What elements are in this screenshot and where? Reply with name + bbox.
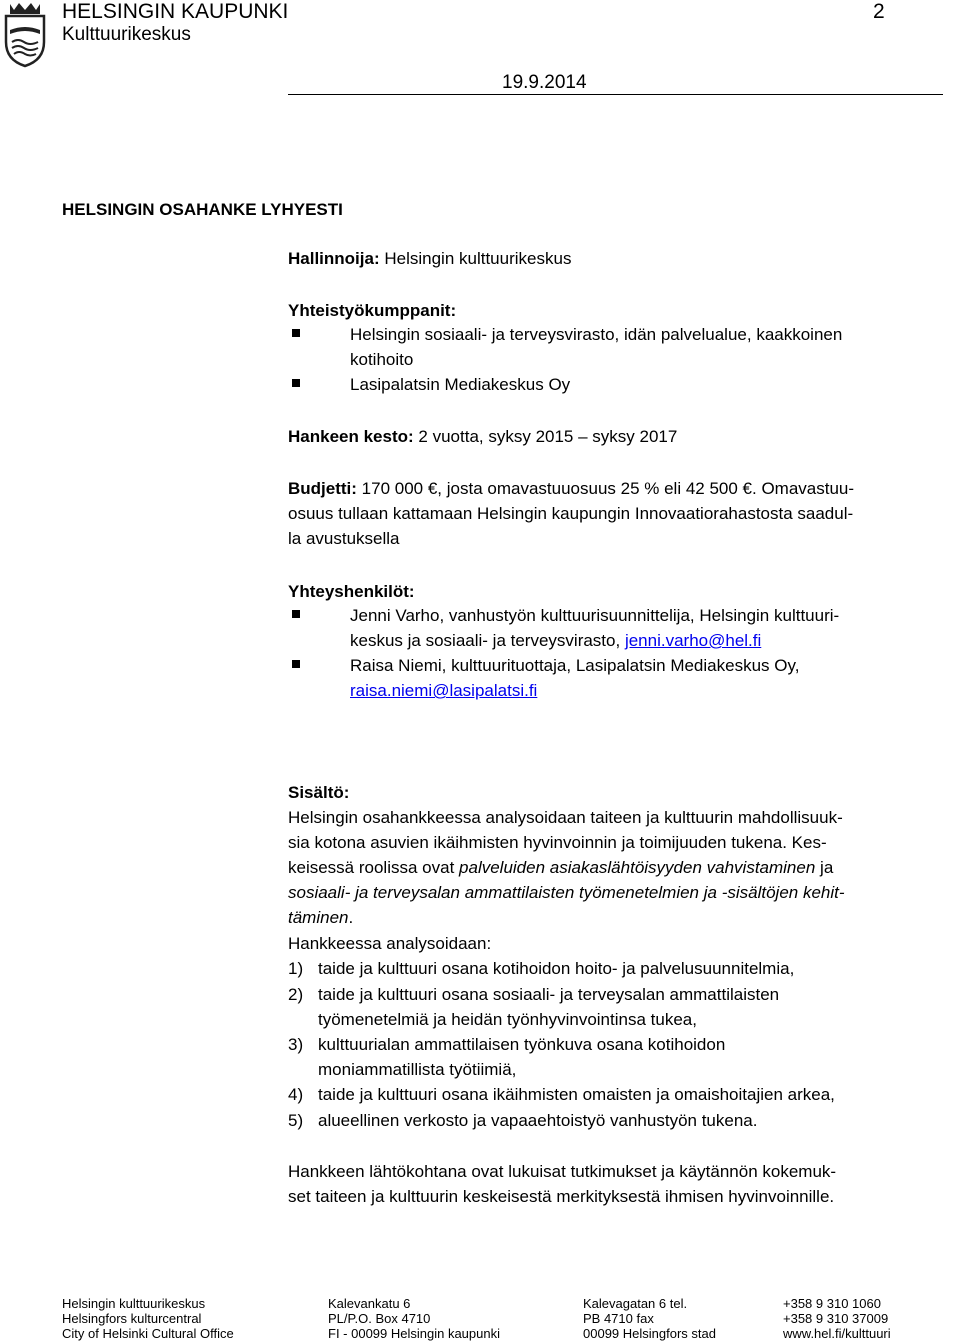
budget-line: 170 000 €, josta omavastuuosuus 25 % eli 42 500 €. Omavastuu- <box>361 479 855 498</box>
closing-line: Hankkeen lähtökohtana ovat lukuisat tutkimukset ja käytännön kokemuk- <box>288 1162 837 1181</box>
bullet-icon <box>292 379 300 387</box>
analysis-line: taide ja kulttuuri osana sosiaali- ja terveysalan ammattilaisten <box>318 985 780 1004</box>
budget <box>288 476 923 551</box>
closing-line: set taiteen ja kulttuurin keskeisestä merkityksestä ihmisen hyvinvoinnille. <box>288 1187 835 1206</box>
footer-col-address-sv <box>583 1296 716 1341</box>
partner-line: kotihoito <box>350 350 414 369</box>
content-line: Helsingin osahankkeessa analysoidaan taiteen ja kulttuurin mahdollisuuk- <box>288 808 843 827</box>
analysis-number: 2) <box>288 985 304 1004</box>
analysis-item <box>0 1082 960 1107</box>
contact-item <box>292 603 932 653</box>
footer-line: City of Helsinki Cultural Office <box>62 1326 234 1341</box>
footer-line: Kalevankatu 6 <box>328 1296 411 1311</box>
analysis-line: työmenetelmiä ja heidän työnhyvinvointinsa tukea, <box>318 1010 697 1029</box>
contacts-label: Yhteyshenkilöt: <box>288 582 415 601</box>
analysis-line: moniammatillista työtiimiä, <box>318 1060 517 1079</box>
contact-item <box>292 653 932 703</box>
analysis-item <box>0 1108 960 1133</box>
contact-line: keskus ja sosiaali- ja terveysvirasto, <box>350 631 625 650</box>
content-line: sia kotona asuvien ikäihmisten hyvinvoinnin ja toimijuuden tukena. Kes- <box>288 833 827 852</box>
helsinki-coat-of-arms-icon <box>0 0 50 68</box>
analysis-line: taide ja kulttuuri osana ikäihmisten omaisten ja omaishoitajien arkea, <box>318 1085 835 1104</box>
administrator-value: Helsingin kulttuurikeskus <box>384 249 572 268</box>
content-paragraph <box>288 805 923 930</box>
partner-item <box>292 322 912 372</box>
page-number: 2 <box>873 0 885 23</box>
partner-line: Helsingin sosiaali- ja terveysvirasto, idän palvelualue, kaakkoinen <box>350 325 843 344</box>
header-department: Kulttuurikeskus <box>62 24 191 45</box>
content-line: ja <box>815 858 834 877</box>
administrator <box>288 246 571 271</box>
footer-line: Helsingin kulttuurikeskus <box>62 1296 206 1311</box>
administrator-label: Hallinnoija: <box>288 249 380 268</box>
footer-col-office <box>62 1296 234 1341</box>
content-emphasis: sosiaali- ja terveysalan ammattilaisten työmenetelmien ja -sisältöjen kehit- <box>288 883 845 902</box>
footer-fax: +358 9 310 37009 <box>783 1311 889 1326</box>
contact-line: Raisa Niemi, kulttuurituottaja, Lasipalatsin Mediakeskus Oy, <box>350 656 800 675</box>
partner-item <box>292 372 912 397</box>
content-label: Sisältö: <box>288 783 350 802</box>
footer-line: PB 4710 fax <box>583 1311 654 1326</box>
bullet-icon <box>292 329 300 337</box>
analysis-number: 1) <box>288 959 304 978</box>
analysis-line: kulttuurialan ammattilaisen työnkuva osana kotihoidon <box>318 1035 726 1054</box>
budget-line: la avustuksella <box>288 529 400 548</box>
closing-paragraph <box>288 1159 923 1209</box>
bullet-icon <box>292 610 300 618</box>
footer-line: 00099 Helsingfors stad <box>583 1326 716 1341</box>
analysis-line: alueellinen verkosto ja vapaaehtoistyö vanhustyön tukena. <box>318 1111 758 1130</box>
footer-line: FI - 00099 Helsingin kaupunki <box>328 1326 500 1341</box>
partners-label: Yhteistyökumppanit: <box>288 301 457 320</box>
budget-label: Budjetti: <box>288 479 357 498</box>
footer-col-address-fi <box>328 1296 500 1341</box>
contact-line: Jenni Varho, vanhustyön kulttuurisuunnittelija, Helsingin kulttuuri- <box>350 606 840 625</box>
header-city: HELSINGIN KAUPUNKI <box>62 0 289 23</box>
analysis-number: 4) <box>288 1085 304 1104</box>
analysis-number: 5) <box>288 1111 304 1130</box>
analysis-item <box>0 982 960 1032</box>
footer-line: PL/P.O. Box 4710 <box>328 1311 431 1326</box>
header-date: 19.9.2014 <box>502 72 587 93</box>
analysis-number: 3) <box>288 1035 304 1054</box>
analysis-intro: Hankkeessa analysoidaan: <box>288 934 492 953</box>
content-line: . <box>348 908 354 927</box>
footer-col-contact <box>783 1296 891 1341</box>
duration-label: Hankeen kesto: <box>288 427 414 446</box>
footer-phone: +358 9 310 1060 <box>783 1296 881 1311</box>
email-link-jenni[interactable]: jenni.varho@hel.fi <box>624 631 762 650</box>
footer-line: Kalevagatan 6 tel. <box>583 1296 688 1311</box>
city-logo <box>0 0 50 68</box>
duration <box>288 424 677 449</box>
footer-website-link[interactable]: www.hel.fi/kulttuuri <box>783 1326 891 1341</box>
footer-line: Helsingfors kulturcentral <box>62 1311 202 1326</box>
email-link-raisa[interactable]: raisa.niemi@lasipalatsi.fi <box>350 681 538 700</box>
analysis-line: taide ja kulttuuri osana kotihoidon hoito- ja palvelusuunnitelmia, <box>318 959 795 978</box>
analysis-item <box>0 956 960 981</box>
header-rule <box>288 94 943 95</box>
duration-value: 2 vuotta, syksy 2015 – syksy 2017 <box>418 427 678 446</box>
section-title: HELSINGIN OSAHANKE LYHYESTI <box>62 200 343 219</box>
budget-line: osuus tullaan kattamaan Helsingin kaupungin Innovaatiorahastosta saadul- <box>288 504 854 523</box>
content-emphasis: täminen <box>288 908 349 927</box>
content-line: keisessä roolissa ovat <box>288 858 460 877</box>
partner-line: Lasipalatsin Mediakeskus Oy <box>350 375 571 394</box>
analysis-item <box>0 1032 960 1082</box>
bullet-icon <box>292 660 300 668</box>
content-emphasis: palveluiden asiakaslähtöisyyden vahvistaminen <box>459 858 816 877</box>
